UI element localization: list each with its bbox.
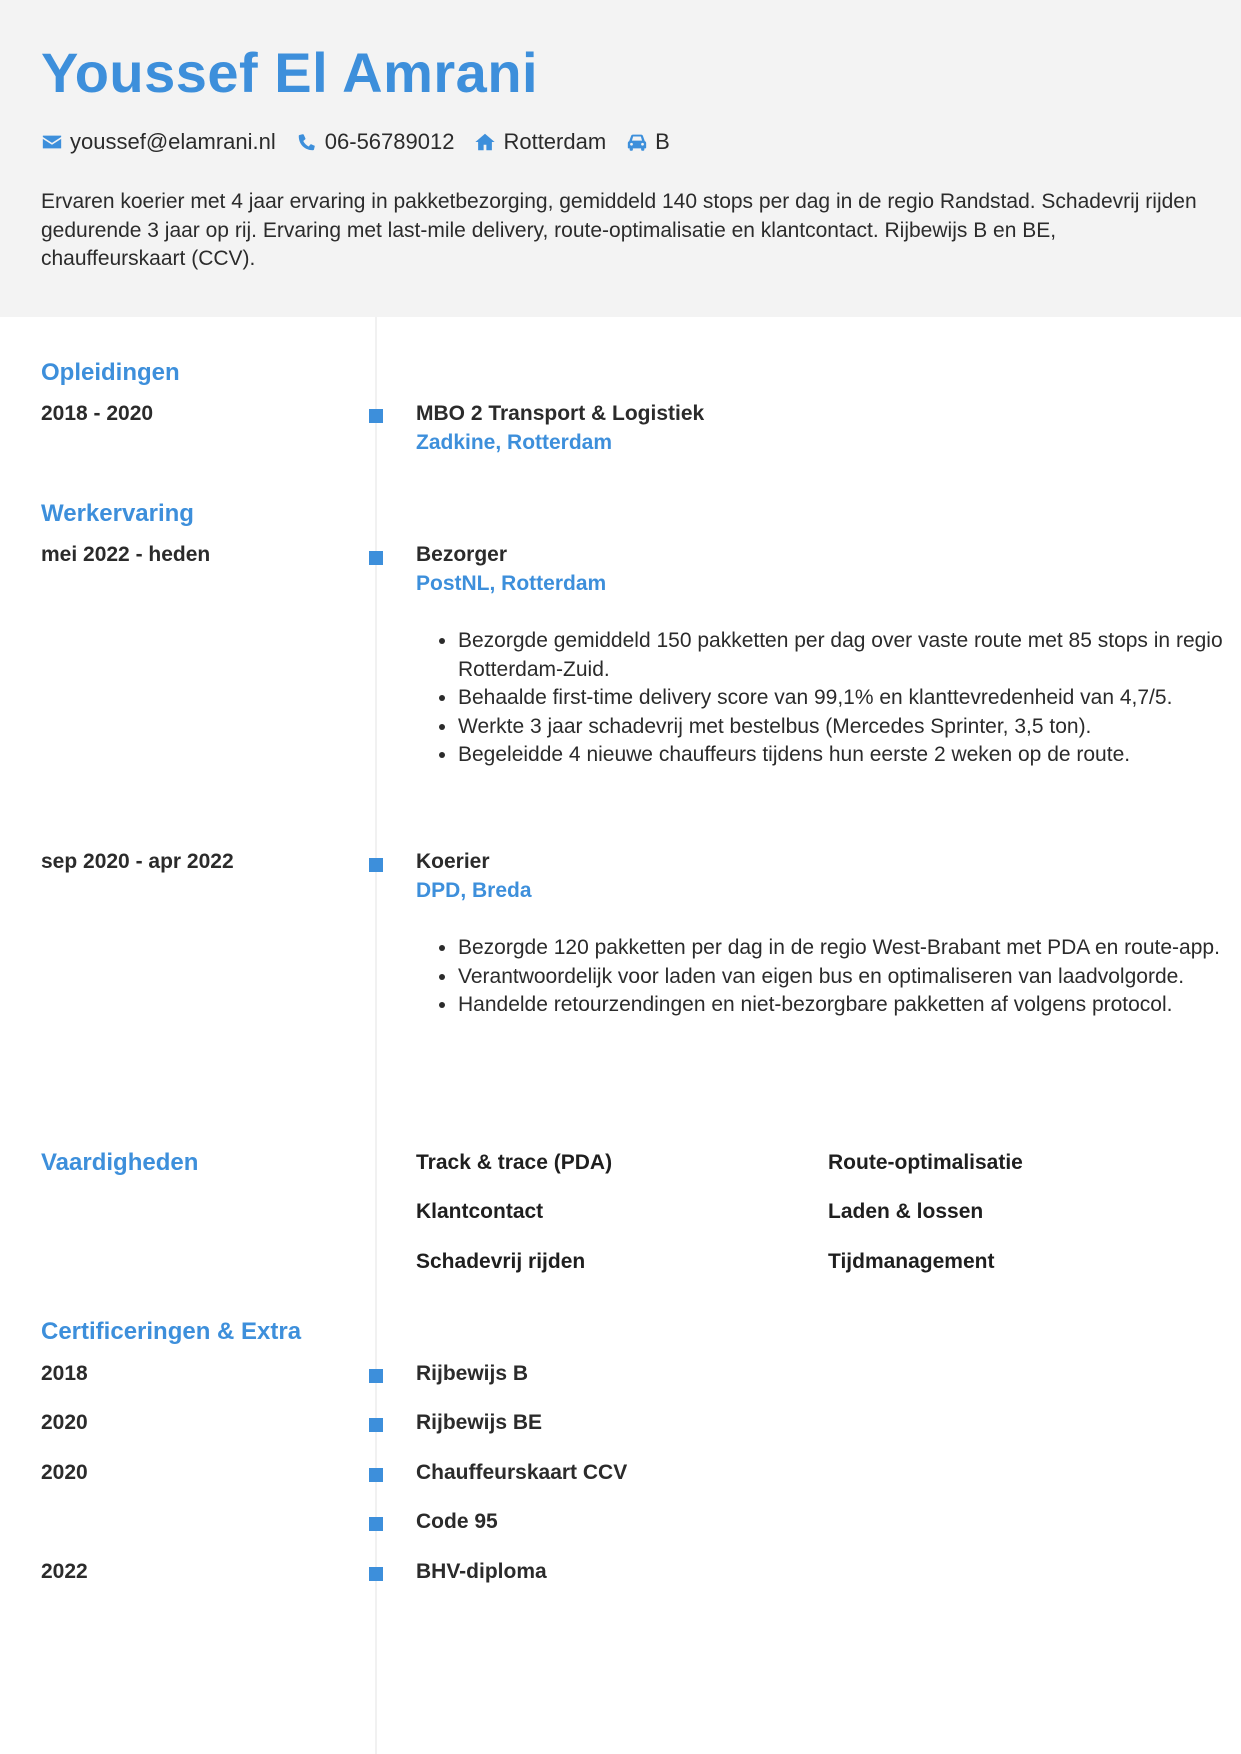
certification-date: 2018: [41, 1362, 88, 1385]
education-institution: Zadkine, Rotterdam: [416, 431, 613, 454]
phone-icon: [296, 131, 318, 153]
certification-title: Code 95: [416, 1510, 498, 1533]
envelope-icon: [41, 131, 63, 153]
skill-item: Schadevrij rijden: [416, 1250, 586, 1273]
education-section-title: Opleidingen: [41, 359, 180, 386]
job-date: sep 2020 - apr 2022: [41, 850, 234, 873]
list-item: • Verantwoordelijk voor laden van eigen bus en optimaliseren van laadvolgorde.: [458, 963, 1241, 992]
job-bullets: [416, 627, 1241, 770]
job-date: mei 2022 - heden: [41, 543, 211, 566]
job-employer: PostNL, Rotterdam: [416, 572, 607, 595]
timeline-marker: [369, 1517, 383, 1531]
contact-city-text: Rotterdam: [503, 129, 607, 154]
contact-row: [41, 128, 690, 156]
skill-item: Route-optimalisatie: [828, 1151, 1023, 1174]
contact-license: [626, 129, 670, 155]
skill-item: Klantcontact: [416, 1200, 544, 1223]
experience-section-title: Werkervaring: [41, 500, 194, 527]
contact-email-text: youssef@elamrani.nl: [70, 129, 276, 154]
education-date: 2018 - 2020: [41, 402, 154, 425]
certification-title: Rijbewijs BE: [416, 1411, 543, 1434]
timeline-marker: [369, 858, 383, 872]
contact-phone-text: 06-56789012: [324, 129, 455, 154]
timeline-marker: [369, 1567, 383, 1581]
contact-city: [474, 129, 606, 155]
profile-summary: Ervaren koerier met 4 jaar ervaring in pakketbezorging, gemiddeld 140 stops per dag in de regio Randstad. Schadevrij rijden gedurende 3 jaar op rij. Ervaring met last-mile delivery, route-optimalisatie en klantcontact. Rijbewijs B en BE, chauffeurskaart (CCV).: [41, 190, 1197, 270]
contact-license-text: B: [655, 129, 670, 154]
list-item: • Bezorgde 120 pakketten per dag in de regio West-Brabant met PDA en route-app.: [458, 934, 1241, 963]
list-item: • Behaalde first-time delivery score van 99,1% en klanttevredenheid van 4,7/5.: [458, 684, 1241, 713]
certification-date: 2020: [41, 1461, 88, 1484]
car-icon: [626, 131, 648, 153]
education-title: MBO 2 Transport & Logistiek: [416, 402, 705, 425]
skill-item: Laden & lossen: [828, 1200, 984, 1223]
job-title: Bezorger: [416, 543, 508, 566]
skill-item: Track & trace (PDA): [416, 1151, 613, 1174]
job-employer: DPD, Breda: [416, 879, 532, 902]
timeline-marker: [369, 1369, 383, 1383]
list-item: • Handelde retourzendingen en niet-bezorgbare pakketten af volgens protocol.: [458, 991, 1241, 1020]
certification-title: BHV-diploma: [416, 1560, 547, 1583]
certification-title: Chauffeurskaart CCV: [416, 1461, 628, 1484]
timeline-marker: [369, 1468, 383, 1482]
certification-title: Rijbewijs B: [416, 1362, 529, 1385]
timeline-marker: [369, 551, 383, 565]
list-item: • Werkte 3 jaar schadevrij met bestelbus (Mercedes Sprinter, 3,5 ton).: [458, 713, 1241, 742]
list-item: • Begeleidde 4 nieuwe chauffeurs tijdens hun eerste 2 weken op de route.: [458, 741, 1241, 770]
skills-section-title: Vaardigheden: [41, 1149, 199, 1176]
timeline-marker: [369, 409, 383, 423]
certification-date: 2020: [41, 1411, 88, 1434]
certification-date: 2022: [41, 1560, 88, 1583]
certifications-section-title: Certificeringen & Extra: [41, 1318, 302, 1345]
job-title: Koerier: [416, 850, 490, 873]
header-band: [0, 0, 1241, 317]
candidate-name: Youssef El Amrani: [41, 41, 539, 104]
job-bullets: [416, 934, 1241, 1020]
list-item: • Bezorgde gemiddeld 150 pakketten per dag over vaste route met 85 stops in regio Rotterdam-Zuid.: [458, 627, 1241, 684]
timeline-marker: [369, 1418, 383, 1432]
skill-item: Tijdmanagement: [828, 1250, 995, 1273]
contact-phone[interactable]: [296, 129, 455, 155]
home-icon: [474, 131, 496, 153]
timeline-divider: [375, 317, 377, 1754]
contact-email[interactable]: [41, 129, 276, 155]
